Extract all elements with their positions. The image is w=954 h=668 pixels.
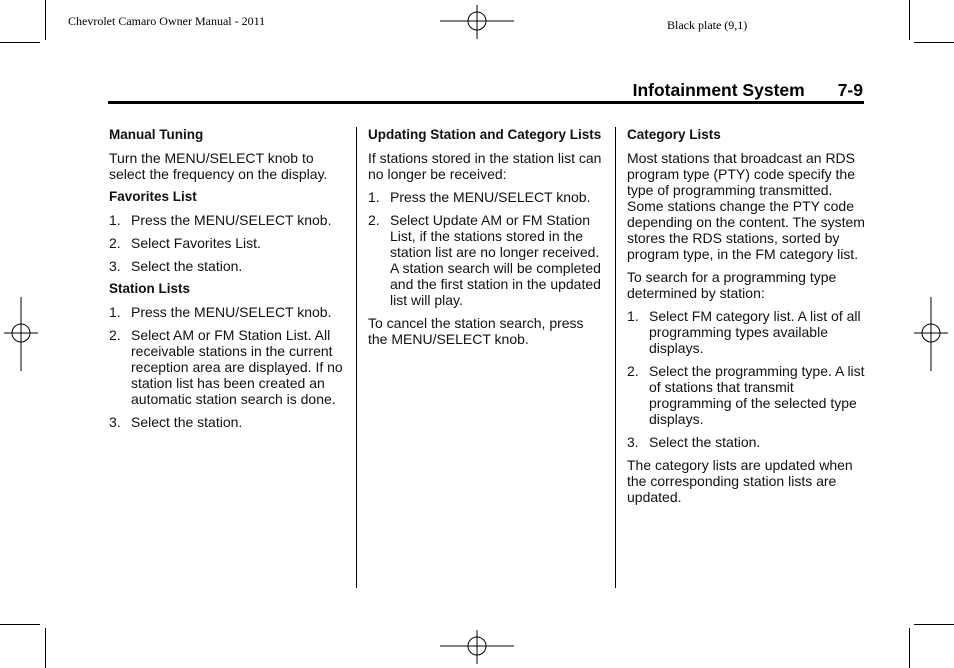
crop-mark — [914, 42, 954, 43]
subsection-heading: Station Lists — [109, 281, 191, 296]
paragraph: The category lists are updated when the corresponding station lists are updated. — [627, 457, 853, 505]
page-number: 7-9 — [837, 80, 863, 100]
list-item-number: 2. — [368, 212, 380, 228]
subsection-heading: Category Lists — [627, 127, 721, 142]
list-item-number: 3. — [627, 434, 639, 450]
crop-mark — [45, 0, 46, 40]
column-2 — [368, 127, 604, 354]
column-divider — [615, 127, 616, 588]
list-item-text: Select AM or FM Station List. All receivable stations in the current reception area are displayed. If no station list has been created an automatic station search is done. — [131, 327, 343, 407]
section-title: Infotainment System — [632, 80, 805, 100]
list-item-text: Select FM category list. A list of all programming types available displays. — [649, 308, 861, 356]
registration-mark-top — [440, 5, 514, 39]
list-item — [109, 304, 345, 320]
registration-mark-right — [914, 297, 948, 371]
print-header-title: Chevrolet Camaro Owner Manual - 2011 — [68, 14, 266, 28]
list-item-number: 2. — [627, 363, 639, 379]
list-item-text: Select the station. — [649, 434, 761, 450]
list-item-number: 3. — [109, 414, 121, 430]
list-item — [627, 308, 867, 356]
list-item — [368, 189, 604, 205]
list-item-text: Select the station. — [131, 258, 243, 274]
column-3 — [627, 127, 867, 512]
list-item-number: 1. — [368, 189, 380, 205]
registration-mark-left — [4, 297, 38, 371]
list-item-text: Press the MENU/SELECT knob. — [390, 189, 591, 205]
list-item-number: 3. — [109, 258, 121, 274]
crop-mark — [914, 624, 954, 625]
header-rule — [108, 101, 864, 104]
print-header-plate: Black plate (9,1) — [667, 18, 748, 32]
subsection-heading: Manual Tuning — [109, 127, 204, 142]
list-item-text: Select Update AM or FM Station List, if the stations stored in the station list are no longer received. A station search will be completed and the first station in the updated list will play. — [390, 212, 601, 308]
list-item-number: 1. — [109, 304, 121, 320]
paragraph: To cancel the station search, press the MENU/SELECT knob. — [368, 315, 584, 347]
list-item — [109, 327, 345, 407]
subsection-heading: Favorites List — [109, 189, 197, 204]
list-item-text: Press the MENU/SELECT knob. — [131, 304, 332, 320]
crop-mark — [0, 42, 40, 43]
registration-mark-bottom — [440, 630, 514, 664]
crop-mark — [909, 0, 910, 40]
crop-mark — [45, 628, 46, 668]
column-1 — [109, 127, 345, 437]
section-header — [633, 80, 863, 101]
list-item-text: Select Favorites List. — [131, 235, 261, 251]
column-divider — [356, 127, 357, 588]
list-item-number: 1. — [109, 212, 121, 228]
paragraph: Turn the MENU/SELECT knob to select the frequency on the display. — [109, 150, 328, 182]
list-item-text: Press the MENU/SELECT knob. — [131, 212, 332, 228]
list-item — [627, 434, 867, 450]
list-item — [368, 212, 604, 308]
list-item — [109, 212, 345, 228]
list-item-number: 2. — [109, 235, 121, 251]
list-item-text: Select the programming type. A list of stations that transmit programming of the selected type displays. — [649, 363, 865, 427]
list-item — [109, 414, 345, 430]
list-item-number: 2. — [109, 327, 121, 343]
list-item — [627, 363, 867, 427]
list-item — [109, 235, 345, 251]
list-item-number: 1. — [627, 308, 639, 324]
crop-mark — [909, 628, 910, 668]
crop-mark — [0, 624, 40, 625]
paragraph: If stations stored in the station list can no longer be received: — [368, 150, 602, 182]
paragraph: To search for a programming type determined by station: — [627, 269, 837, 301]
list-item — [109, 258, 345, 274]
list-item-text: Select the station. — [131, 414, 243, 430]
subsection-heading: Updating Station and Category Lists — [368, 127, 602, 142]
paragraph: Most stations that broadcast an RDS program type (PTY) code specify the type of programming transmitted. Some stations change the PTY code depending on the content. The system stores the RDS stations, sorted by program type, in the FM category list. — [627, 150, 865, 262]
